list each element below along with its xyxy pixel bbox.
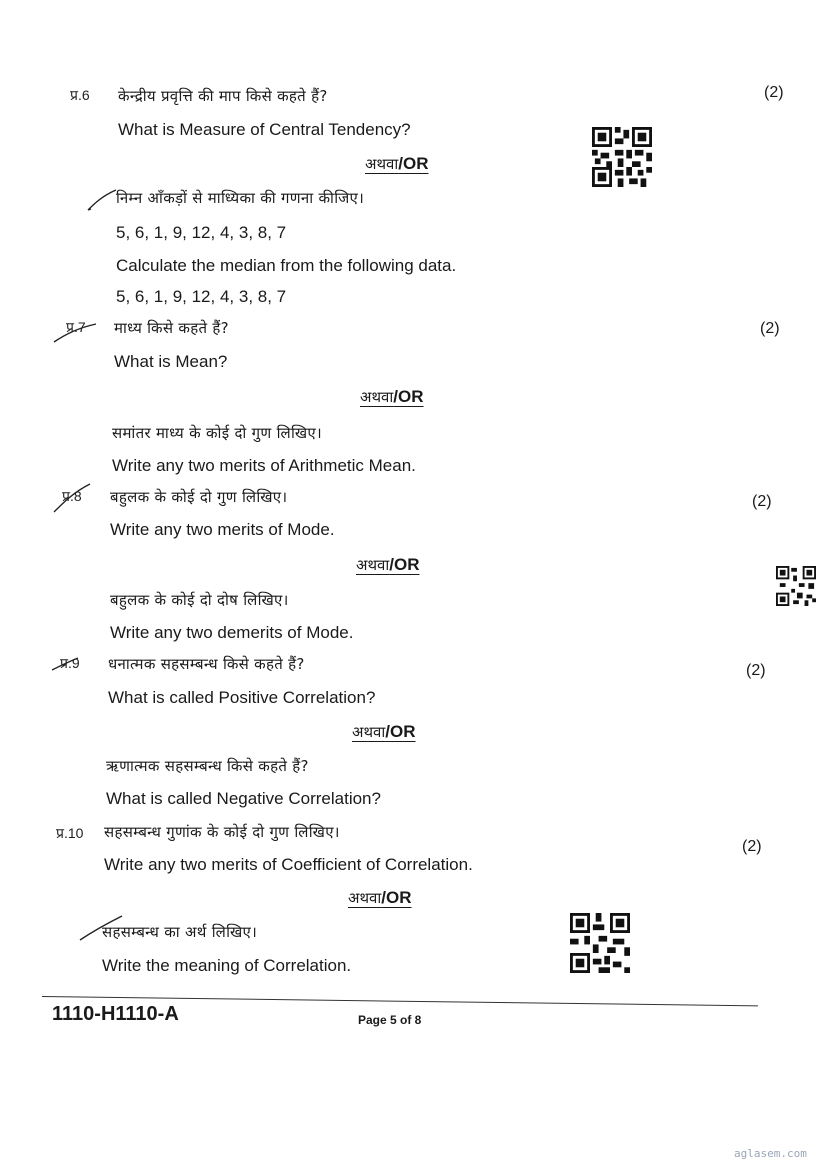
question-6-alt-data-2: 5, 6, 1, 9, 12, 4, 3, 8, 7 [116,287,287,306]
marks-q9: (2) [746,662,766,679]
question-10-english: Write any two merits of Coefficient of Correlation. [104,855,473,874]
or-divider-q10: अथवा/OR [348,888,412,907]
question-number-7: प्र.7 [66,319,86,335]
question-7-alt-hindi: समांतर माध्य के कोई दो गुण लिखिए। [112,424,323,442]
qr-code-icon [776,566,816,606]
question-number-8: प्र.8 [62,488,82,504]
pen-tick-mark [50,482,94,516]
question-6-english: What is Measure of Central Tendency? [118,120,411,139]
or-divider-q7: अथवा/OR [360,387,424,406]
question-7-alt-english: Write any two merits of Arithmetic Mean. [112,456,416,475]
question-8-english: Write any two merits of Mode. [110,520,335,539]
marks-q10: (2) [742,838,762,855]
marks-q6: (2) [764,84,784,101]
question-9-alt-hindi: ऋणात्मक सहसम्बन्ध किसे कहते हैं? [106,757,309,775]
pen-tick-mark [50,654,80,674]
page-number: Page 5 of 8 [358,1013,422,1027]
pen-tick-mark [78,914,124,944]
question-6-alt-data-1: 5, 6, 1, 9, 12, 4, 3, 8, 7 [116,223,287,242]
question-number-10: प्र.10 [56,825,84,841]
question-6-hindi: केन्द्रीय प्रवृत्ति की माप किसे कहते हैं? [118,87,328,105]
question-7-hindi: माध्य किसे कहते हैं? [114,319,229,337]
question-10-alt-english: Write the meaning of Correlation. [102,956,352,975]
question-8-hindi: बहुलक के कोई दो गुण लिखिए। [110,488,288,506]
or-divider-q8: अथवा/OR [356,555,420,574]
pen-tick-mark [52,318,98,346]
question-6-alt-english: Calculate the median from the following data. [116,256,457,275]
marks-q8: (2) [752,493,772,510]
question-9-hindi: धनात्मक सहसम्बन्ध किसे कहते हैं? [108,655,305,673]
marks-q7: (2) [760,320,780,337]
qr-code-icon [570,913,630,973]
question-6-alt-hindi: निम्न आँकड़ों से माध्यिका की गणना कीजिए। [116,189,365,207]
question-7-english: What is Mean? [114,352,228,371]
question-8-alt-english: Write any two demerits of Mode. [110,623,354,642]
question-10-hindi: सहसम्बन्ध गुणांक के कोई दो गुण लिखिए। [104,823,340,841]
or-divider-q6: अथवा/OR [365,154,429,173]
or-divider-q9: अथवा/OR [352,722,416,741]
question-number-6: प्र.6 [70,87,90,103]
paper-code: 1110-H1110-A [52,1003,179,1025]
question-9-english: What is called Positive Correlation? [108,688,376,707]
watermark: aglasem.com [734,1147,807,1160]
or-english: OR [403,154,429,173]
qr-code-icon [592,127,652,187]
question-number-9: प्र.9 [60,655,80,671]
question-10-alt-hindi: सहसम्बन्ध का अर्थ लिखिए। [102,923,258,941]
or-hindi: अथवा [365,155,399,173]
question-8-alt-hindi: बहुलक के कोई दो दोष लिखिए। [110,591,289,609]
pen-tick-mark [86,186,118,214]
question-9-alt-english: What is called Negative Correlation? [106,789,381,808]
